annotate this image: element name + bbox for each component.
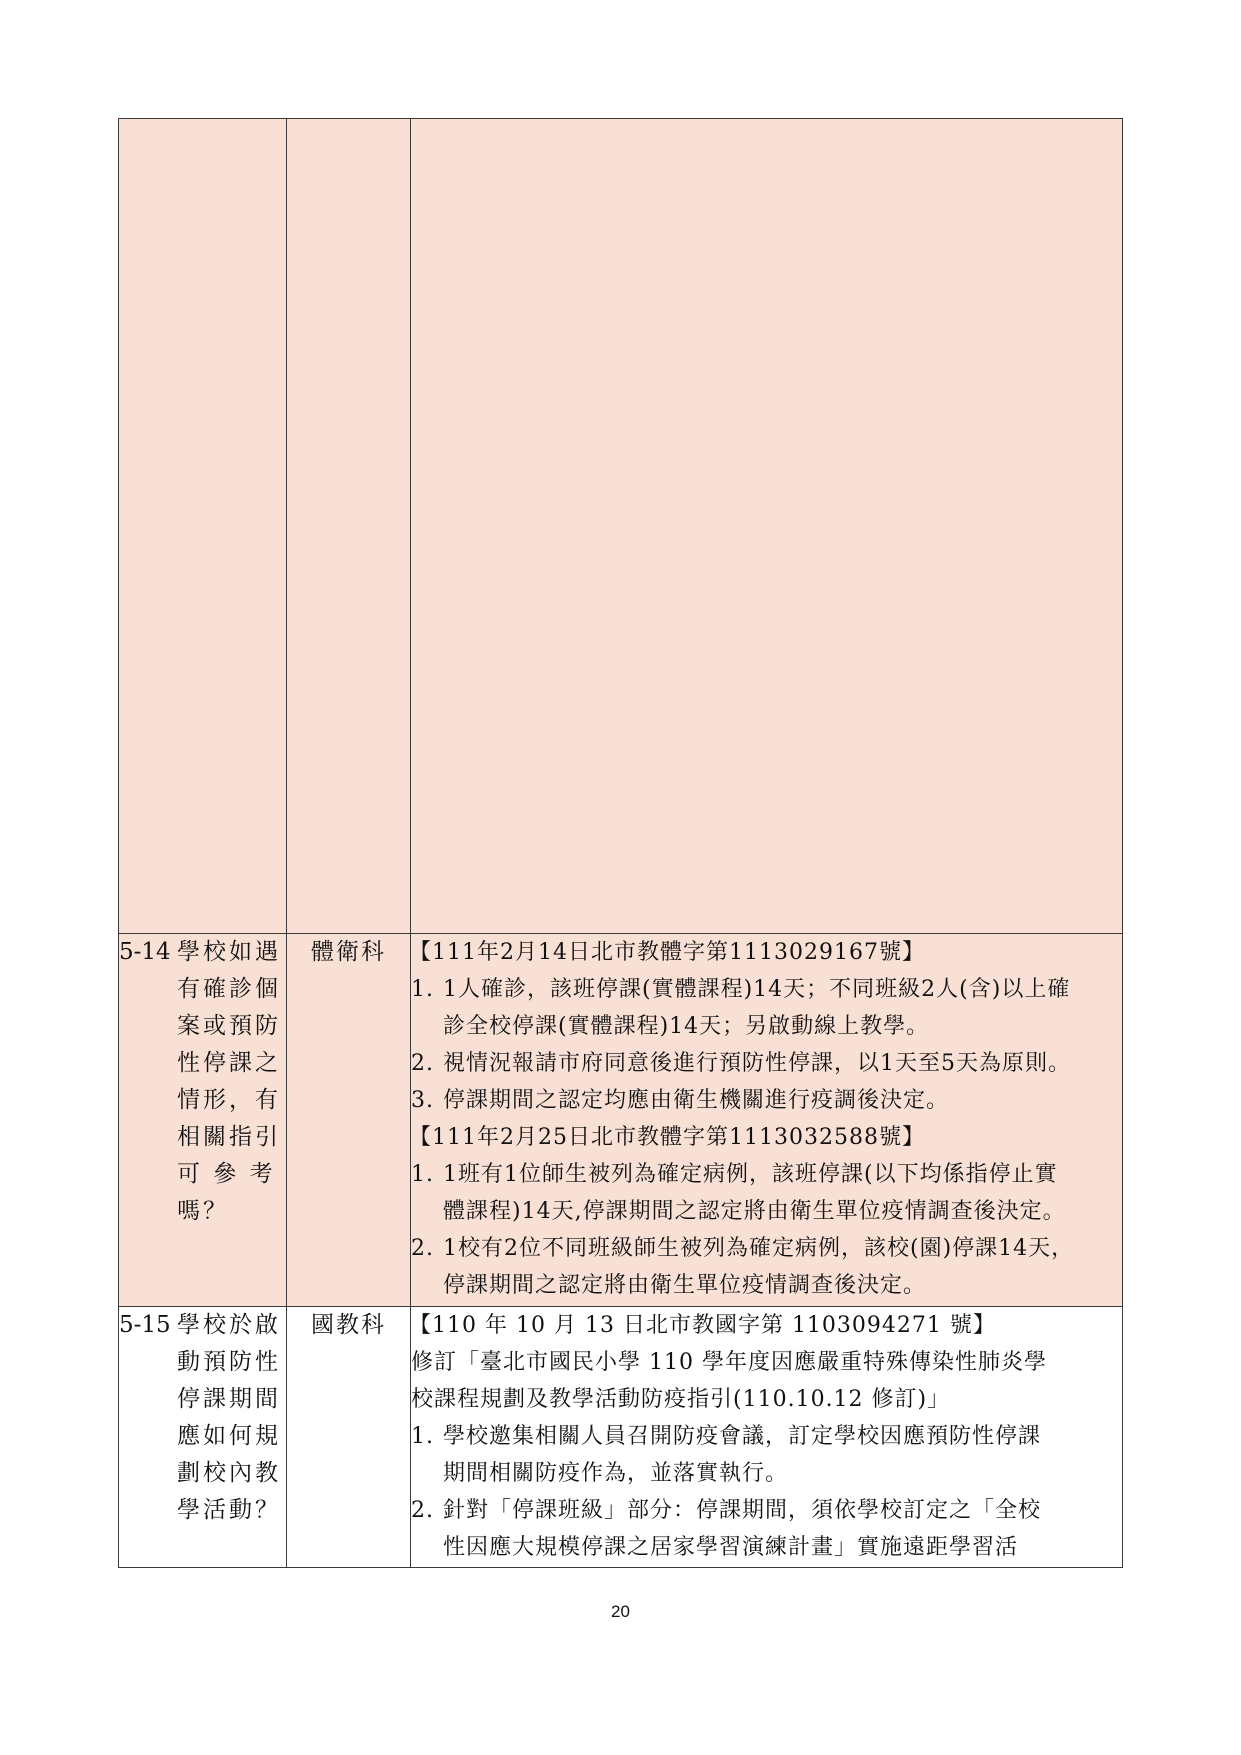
- list-item: [411, 1045, 1122, 1082]
- content-cell-empty: [411, 119, 1123, 934]
- list-item: [411, 1230, 1122, 1267]
- list-item-text: 1人確診，該班停課(實體課程)14天；不同班級2人(含)以上確: [443, 977, 1071, 1002]
- table-row-continued: [119, 119, 1123, 934]
- list-item: [411, 1082, 1122, 1119]
- department-cell-empty: [287, 119, 411, 934]
- question-text-line: 案或預防: [177, 1013, 281, 1039]
- question-text-line: 學活動？: [177, 1497, 281, 1523]
- question-cell: [119, 934, 287, 1307]
- list-item-number: 2.: [411, 1498, 434, 1523]
- question-text-line: 有確診個: [177, 976, 281, 1002]
- question-cell-empty: [119, 119, 287, 934]
- question-text-line: 動預防性: [177, 1349, 281, 1375]
- question-text-line: 學校如遇: [177, 939, 281, 965]
- list-item-number: 3.: [411, 1088, 434, 1113]
- content-cell: [411, 1307, 1123, 1568]
- list-item-text: 學校邀集相關人員召開防疫會議，訂定學校因應預防性停課: [443, 1424, 1042, 1449]
- question-text-line: 學校於啟: [177, 1312, 281, 1338]
- department-cell: [287, 934, 411, 1307]
- question-text-line: 嗎？: [177, 1198, 229, 1224]
- list-item-text: 1校有2位不同班級師生被列為確定病例，該校(園)停課14天，: [443, 1236, 1075, 1261]
- list-item-continuation: 期間相關防疫作為，並落實執行。: [443, 1461, 789, 1486]
- document-reference: 【110 年 10 月 13 日北市教國字第 1103094271 號】: [409, 1313, 996, 1338]
- list-item-text: 1班有1位師生被列為確定病例，該班停課(以下均係指停止實: [443, 1162, 1058, 1187]
- question-text-line: 性停課之: [177, 1050, 281, 1076]
- table-row-5-15: [119, 1307, 1123, 1568]
- list-item-text: 停課期間之認定均應由衛生機關進行疫調後決定。: [443, 1088, 950, 1113]
- list-item-number: 2.: [411, 1236, 434, 1261]
- document-reference: 【111年2月25日北市教體字第1113032588號】: [409, 1125, 925, 1150]
- intro-text-line: 校課程規劃及教學活動防疫指引(110.10.12 修訂)」: [411, 1387, 951, 1412]
- list-item-continuation: 性因應大規模停課之居家學習演練計畫」實施遠距學習活: [443, 1535, 1019, 1560]
- list-item-number: 1.: [411, 977, 434, 1002]
- department-cell: [287, 1307, 411, 1568]
- document-reference: 【111年2月14日北市教體字第1113029167號】: [409, 940, 925, 965]
- list-item-continuation: 診全校停課(實體課程)14天；另啟動線上教學。: [443, 1014, 930, 1039]
- list-item-number: 2.: [411, 1051, 434, 1076]
- question-cell: [119, 1307, 287, 1568]
- list-item: [411, 1156, 1122, 1193]
- list-item-number: 1.: [411, 1162, 434, 1187]
- question-number: 5-14: [119, 939, 171, 965]
- question-text-line: 情形，有: [177, 1087, 281, 1113]
- intro-text-line: 修訂「臺北市國民小學 110 學年度因應嚴重特殊傳染性肺炎學: [411, 1350, 1047, 1375]
- list-item: [411, 1492, 1122, 1529]
- faq-table: [118, 118, 1123, 1568]
- question-text-line: 劃校內教: [177, 1460, 281, 1486]
- list-item: [411, 1418, 1122, 1455]
- list-item-continuation: 停課期間之認定將由衛生單位疫情調查後決定。: [443, 1273, 927, 1298]
- department-name: 國教科: [311, 1312, 386, 1338]
- list-item-text: 針對「停課班級」部分：停課期間，須依學校訂定之「全校: [443, 1498, 1042, 1523]
- question-number: 5-15: [119, 1312, 171, 1338]
- question-text-line: 可 參 考: [177, 1161, 276, 1187]
- table-row-5-14: [119, 934, 1123, 1307]
- page-number: 20: [611, 1602, 630, 1621]
- list-item-continuation: 體課程)14天,停課期間之認定將由衛生單位疫情調查後決定。: [443, 1199, 1066, 1224]
- list-item-number: 1.: [411, 1424, 434, 1449]
- question-text-line: 應如何規: [177, 1423, 281, 1449]
- question-text-line: 相關指引: [177, 1124, 281, 1150]
- list-item: [411, 971, 1122, 1008]
- content-cell: [411, 934, 1123, 1307]
- department-name: 體衛科: [311, 939, 386, 965]
- list-item-text: 視情況報請市府同意後進行預防性停課，以1天至5天為原則。: [443, 1051, 1071, 1076]
- question-text-line: 停課期間: [177, 1386, 281, 1412]
